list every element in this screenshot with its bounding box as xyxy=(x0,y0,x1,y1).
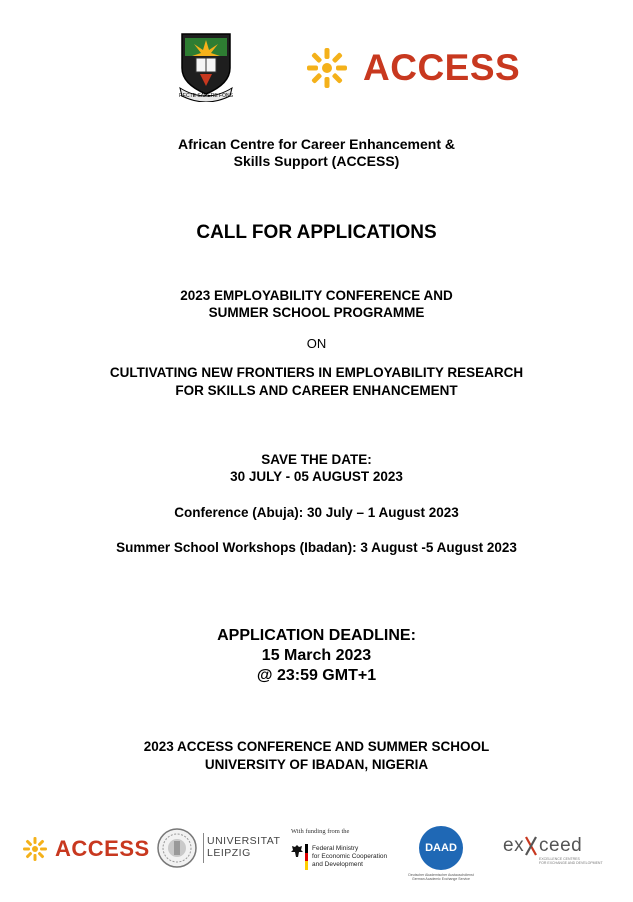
org-name-line1: African Centre for Career Enhancement & xyxy=(178,136,455,152)
german-eagle-icon xyxy=(291,844,303,858)
daad-sub1: Deutscher Akademischer Austauschdienst xyxy=(408,873,474,877)
deadline-date: 15 March 2023 xyxy=(261,647,372,664)
crest-motto: RECTE SAPERE FONS xyxy=(179,93,233,99)
bmz-line1: Federal Ministry xyxy=(312,845,359,852)
exceed-sub1: EXCELLENCE CENTRES xyxy=(539,857,580,861)
leipzig-line1: UNIVERSITAT xyxy=(207,835,281,847)
footer-title-line2: UNIVERSITY OF IBADAN, NIGERIA xyxy=(204,757,429,772)
bmz-funding-label: With funding from the xyxy=(291,828,350,835)
conference-dates: Conference (Abuja): 30 July – 1 August 2023 xyxy=(174,505,459,520)
footer-title-line1: 2023 ACCESS CONFERENCE AND SUMMER SCHOOL xyxy=(143,739,490,754)
university-crest-icon xyxy=(176,30,236,102)
partner-logos xyxy=(0,815,633,890)
exceed-sub2: FOR EXCHANGE AND DEVELOPMENT xyxy=(539,861,603,865)
leipzig-line2: LEIPZIG xyxy=(207,847,251,859)
theme-line2: FOR SKILLS AND CAREER ENHANCEMENT xyxy=(175,383,458,398)
access-small-sun-icon xyxy=(21,836,49,862)
access-sun-icon xyxy=(303,47,351,89)
summer-school-dates: Summer School Workshops (Ibadan): 3 August -5 August 2023 xyxy=(116,540,517,555)
access-partner-text: ACCESS xyxy=(55,836,150,861)
exceed-x-mark-icon xyxy=(524,833,538,859)
exceed-right: ceed xyxy=(539,835,583,856)
bmz-line3: and Development xyxy=(312,861,363,868)
org-name-line2: Skills Support (ACCESS) xyxy=(233,153,400,169)
theme-line1: CULTIVATING NEW FRONTIERS IN EMPLOYABILITY RESEARCH xyxy=(109,365,524,380)
exceed-left: ex xyxy=(503,835,525,856)
deadline-label: APPLICATION DEADLINE: xyxy=(217,627,416,644)
event-on: ON xyxy=(306,336,327,351)
german-flag-icon xyxy=(305,844,308,870)
access-logo-text: ACCESS xyxy=(363,47,521,88)
leipzig-line-separator xyxy=(203,833,204,863)
save-date-range: 30 JULY - 05 AUGUST 2023 xyxy=(230,469,403,484)
deadline-time: @ 23:59 GMT+1 xyxy=(256,667,377,684)
event-title-line1: 2023 EMPLOYABILITY CONFERENCE AND xyxy=(180,288,453,303)
event-title-line2: SUMMER SCHOOL PROGRAMME xyxy=(208,305,425,320)
bmz-line2: for Economic Cooperation xyxy=(312,853,388,860)
daad-sub2: German Academic Exchange Service xyxy=(412,877,470,881)
save-date-label: SAVE THE DATE: xyxy=(261,452,372,467)
page-title: CALL FOR APPLICATIONS xyxy=(196,222,437,243)
daad-logo: DAAD xyxy=(419,826,463,870)
leipzig-seal-icon xyxy=(156,827,198,869)
